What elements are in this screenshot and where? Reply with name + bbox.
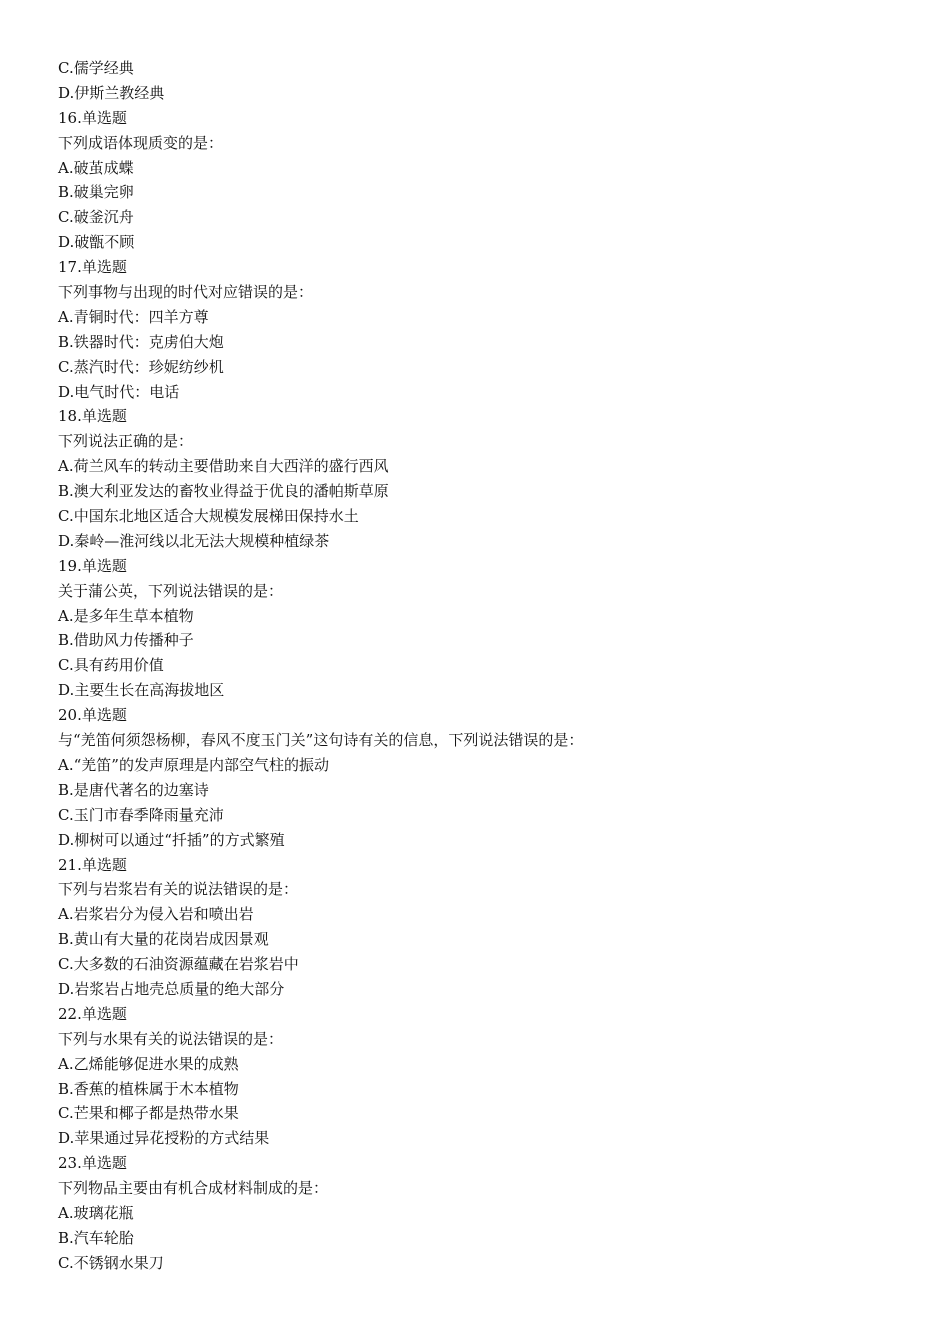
- option-line: C.破釜沉舟: [58, 208, 134, 227]
- option-line: C.蒸汽时代：珍妮纺纱机: [58, 357, 224, 376]
- option-line: A.破茧成蝶: [58, 158, 134, 177]
- question-header: 20.单选题: [58, 706, 127, 725]
- question-stem: 下列与水果有关的说法错误的是：: [58, 1029, 284, 1048]
- option-line: B.是唐代著名的边塞诗: [58, 780, 209, 799]
- option-line: A.岩浆岩分为侵入岩和喷出岩: [58, 905, 254, 924]
- option-line: B.破巢完卵: [58, 183, 134, 202]
- option-line: D.电气时代：电话: [58, 382, 180, 401]
- question-header: 16.单选题: [58, 108, 127, 127]
- document-body: [58, 56, 918, 1276]
- option-line: D.秦岭—淮河线以北无法大规模种植绿茶: [58, 531, 330, 550]
- option-line: C.玉门市春季降雨量充沛: [58, 805, 224, 824]
- option-line: A.是多年生草本植物: [58, 606, 194, 625]
- question-header: 22.单选题: [58, 1004, 127, 1023]
- option-line: C.儒学经典: [58, 59, 134, 77]
- option-line: C.芒果和椰子都是热带水果: [58, 1104, 239, 1123]
- question-stem: 关于蒲公英，下列说法错误的是：: [58, 581, 284, 600]
- option-line: D.主要生长在高海拔地区: [58, 681, 225, 700]
- question-stem: 下列与岩浆岩有关的说法错误的是：: [58, 880, 299, 899]
- option-line: C.中国东北地区适合大规模发展梯田保持水土: [58, 507, 359, 526]
- question-stem: 下列成语体现质变的是：: [58, 133, 224, 152]
- option-line: A.荷兰风车的转动主要借助来自大西洋的盛行西风: [58, 457, 389, 476]
- option-line: A.青铜时代：四羊方尊: [58, 307, 209, 326]
- option-line: B.汽车轮胎: [58, 1228, 134, 1247]
- question-header: 19.单选题: [58, 556, 127, 575]
- question-header: 21.单选题: [58, 855, 127, 874]
- question-stem: 与“羌笛何须怨杨柳，春风不度玉门关”这句诗有关的信息，下列说法错误的是：: [58, 731, 584, 750]
- option-line: B.黄山有大量的花岗岩成因景观: [58, 930, 269, 949]
- option-line: C.不锈钢水果刀: [58, 1253, 164, 1272]
- option-line: A.玻璃花瓶: [58, 1203, 134, 1222]
- option-line: B.香蕉的植株属于木本植物: [58, 1079, 239, 1098]
- option-line: B.铁器时代：克虏伯大炮: [58, 332, 224, 351]
- question-stem: 下列物品主要由有机合成材料制成的是：: [58, 1179, 329, 1198]
- option-line: C.具有药用价值: [58, 656, 164, 675]
- option-line: B.澳大利亚发达的畜牧业得益于优良的潘帕斯草原: [58, 482, 389, 501]
- option-line: A.乙烯能够促进水果的成熟: [58, 1054, 239, 1073]
- option-line: D.柳树可以通过“扦插”的方式繁殖: [58, 830, 285, 849]
- option-line: C.大多数的石油资源蕴藏在岩浆岩中: [58, 955, 299, 974]
- question-header: 17.单选题: [58, 258, 127, 277]
- option-line: D.伊斯兰教经典: [58, 83, 165, 102]
- question-stem: 下列说法正确的是：: [58, 432, 194, 451]
- option-line: D.苹果通过异花授粉的方式结果: [58, 1129, 270, 1148]
- question-header: 18.单选题: [58, 407, 127, 426]
- option-line: A.“羌笛”的发声原理是内部空气柱的振动: [58, 755, 329, 774]
- question-stem: 下列事物与出现的时代对应错误的是：: [58, 283, 314, 302]
- option-line: B.借助风力传播种子: [58, 631, 194, 650]
- option-line: D.岩浆岩占地壳总质量的绝大部分: [58, 979, 285, 998]
- question-header: 23.单选题: [58, 1154, 127, 1173]
- option-line: D.破甑不顾: [58, 233, 135, 252]
